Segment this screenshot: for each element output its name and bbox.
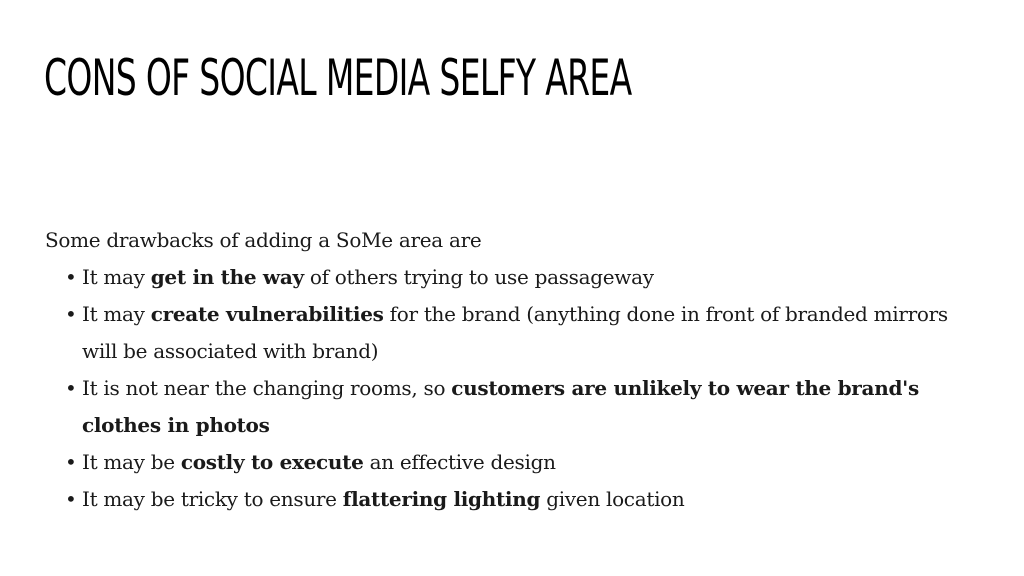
bullet-text-pre: It may be: [82, 450, 181, 474]
bullet-item: [45, 481, 975, 518]
bullet-text-pre: It is not near the changing rooms, so: [82, 376, 452, 400]
bullet-dot: •: [65, 265, 77, 289]
bullet-list: [45, 259, 975, 518]
bullet-text-bold: costly to execute: [180, 450, 364, 474]
bullet-text-post: an effective design: [363, 450, 556, 474]
bullet-dot: •: [65, 487, 77, 511]
bullet-text-post: for the brand (anything done in front of branded mirrors will be associated with brand): [82, 302, 948, 363]
bullet-text-pre: It may: [82, 302, 151, 326]
bullet-text-pre: It may be tricky to ensure: [82, 487, 343, 511]
bullet-text-post: given location: [540, 487, 685, 511]
bullet-item: [45, 444, 975, 481]
bullet-text-bold: flattering lighting: [342, 487, 541, 511]
bullet-text-post: of others trying to use passageway: [303, 265, 654, 289]
slide-body: [45, 222, 975, 518]
bullet-dot: •: [65, 302, 77, 326]
bullet-dot: •: [65, 450, 77, 474]
bullet-text-pre: It may: [82, 265, 151, 289]
bullet-text-bold: get in the way: [150, 265, 304, 289]
bullet-dot: •: [65, 376, 77, 400]
bullet-item: [45, 370, 975, 444]
intro-text: Some drawbacks of adding a SoMe area are: [45, 228, 482, 252]
bullet-item: [45, 259, 975, 296]
bullet-text-bold: customers are unlikely to wear the brand's clothes in photos: [82, 376, 919, 437]
bullet-text-bold: create vulnerabilities: [150, 302, 384, 326]
bullet-item: [45, 296, 975, 370]
slide-title: CONS OF SOCIAL MEDIA SELFY AREA: [44, 49, 632, 107]
